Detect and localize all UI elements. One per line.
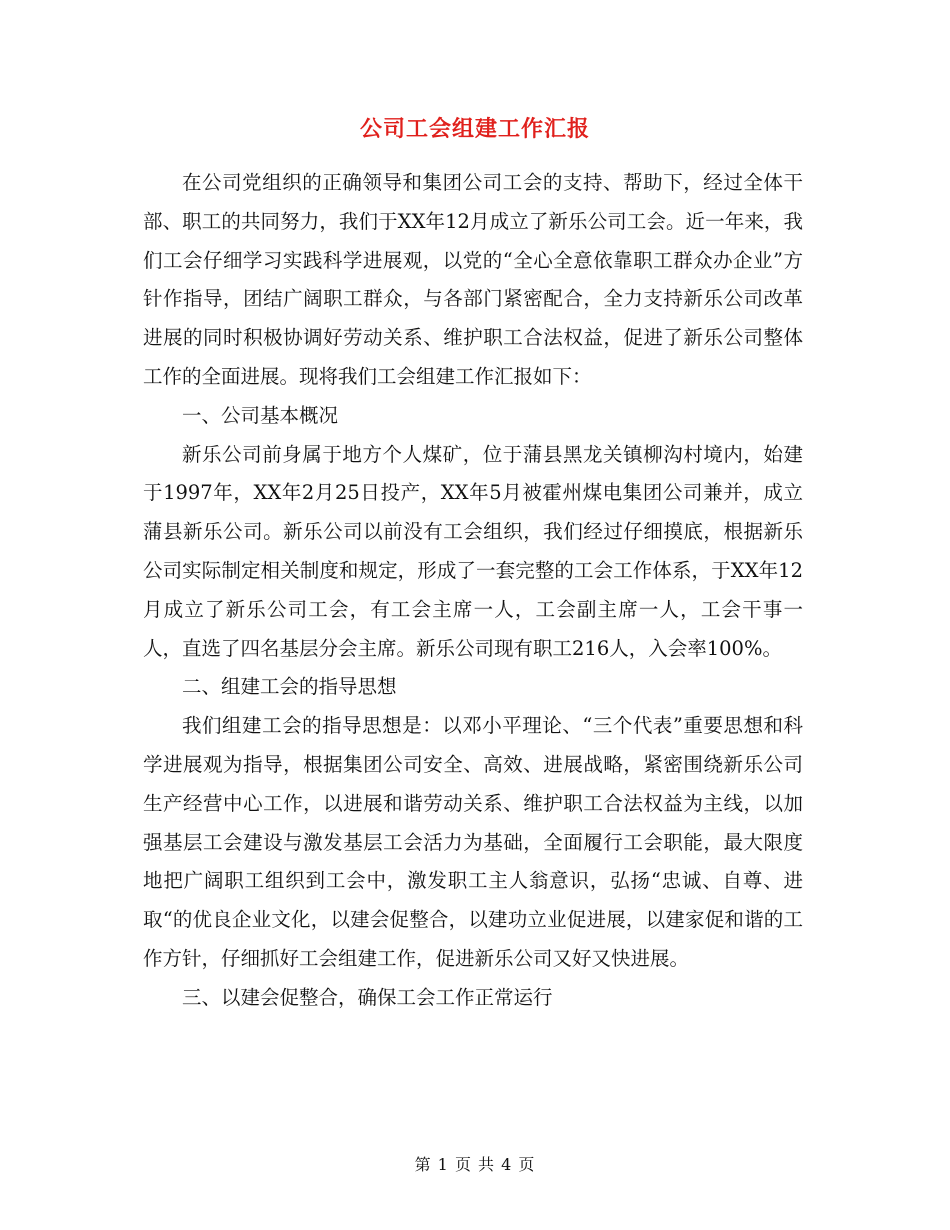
section-heading-integration: 三、以建会促整合，确保工会工作正常运行 [182, 985, 553, 1009]
paragraph-guiding-thought: 我们组建工会的指导思想是：以邓小平理论、“三个代表”重要思想和科学进展观为指导，根据集团公司安全、高效、进展战略，紧密围绕新乐公司生产经营中心工作，以进展和谐劳动关系、维护职工合法权益为主线，以加强基层工会建设与激发基层工会活力为基础，全面履行工会职能，最大限度地把广阔职工组织到工会中，激发职工主人翁意识，弘扬“忠诚、自尊、进取“的优良企业文化，以建会促整合，以建功立业促进展，以建家促和谐的工作方针，仔细抓好工会组建工作，促进新乐公司又好又快进展。 [143, 714, 803, 970]
section-heading-guiding-thought: 二、组建工会的指导思想 [182, 675, 397, 699]
paragraph-overview: 新乐公司前身属于地方个人煤矿，位于蒲县黑龙关镇柳沟村境内，始建于1997年，XX年2月25日投产，XX年5月被霍州煤电集团公司兼并，成立蒲县新乐公司。新乐公司以前没有工会组织，我们经过仔细摸底，根据新乐公司实际制定相关制度和规定，形成了一套完整的工会工作体系，于XX年12月成立了新乐公司工会，有工会主席一人，工会副主席一人，工会干事一人，直选了四名基层分会主席。新乐公司现有职工216人，入会率100%。 [143, 442, 803, 660]
paragraph-intro: 在公司党组织的正确领导和集团公司工会的支持、帮助下，经过全体干部、职工的共同努力，我们于XX年12月成立了新乐公司工会。近一年来，我们工会仔细学习实践科学进展观，以党的“全心全意依靠职工群众办企业”方针作指导，团结广阔职工群众，与各部门紧密配合，全力支持新乐公司改革进展的同时积极协调好劳动关系、维护职工合法权益，促进了新乐公司整体工作的全面进展。现将我们工会组建工作汇报如下： [143, 171, 803, 388]
document-body [143, 164, 803, 1018]
page-number-footer: 第 1 页 共 4 页 [414, 1155, 536, 1174]
section-heading-overview: 一、公司基本概况 [182, 403, 339, 427]
document-title: 公司工会组建工作汇报 [359, 116, 590, 142]
